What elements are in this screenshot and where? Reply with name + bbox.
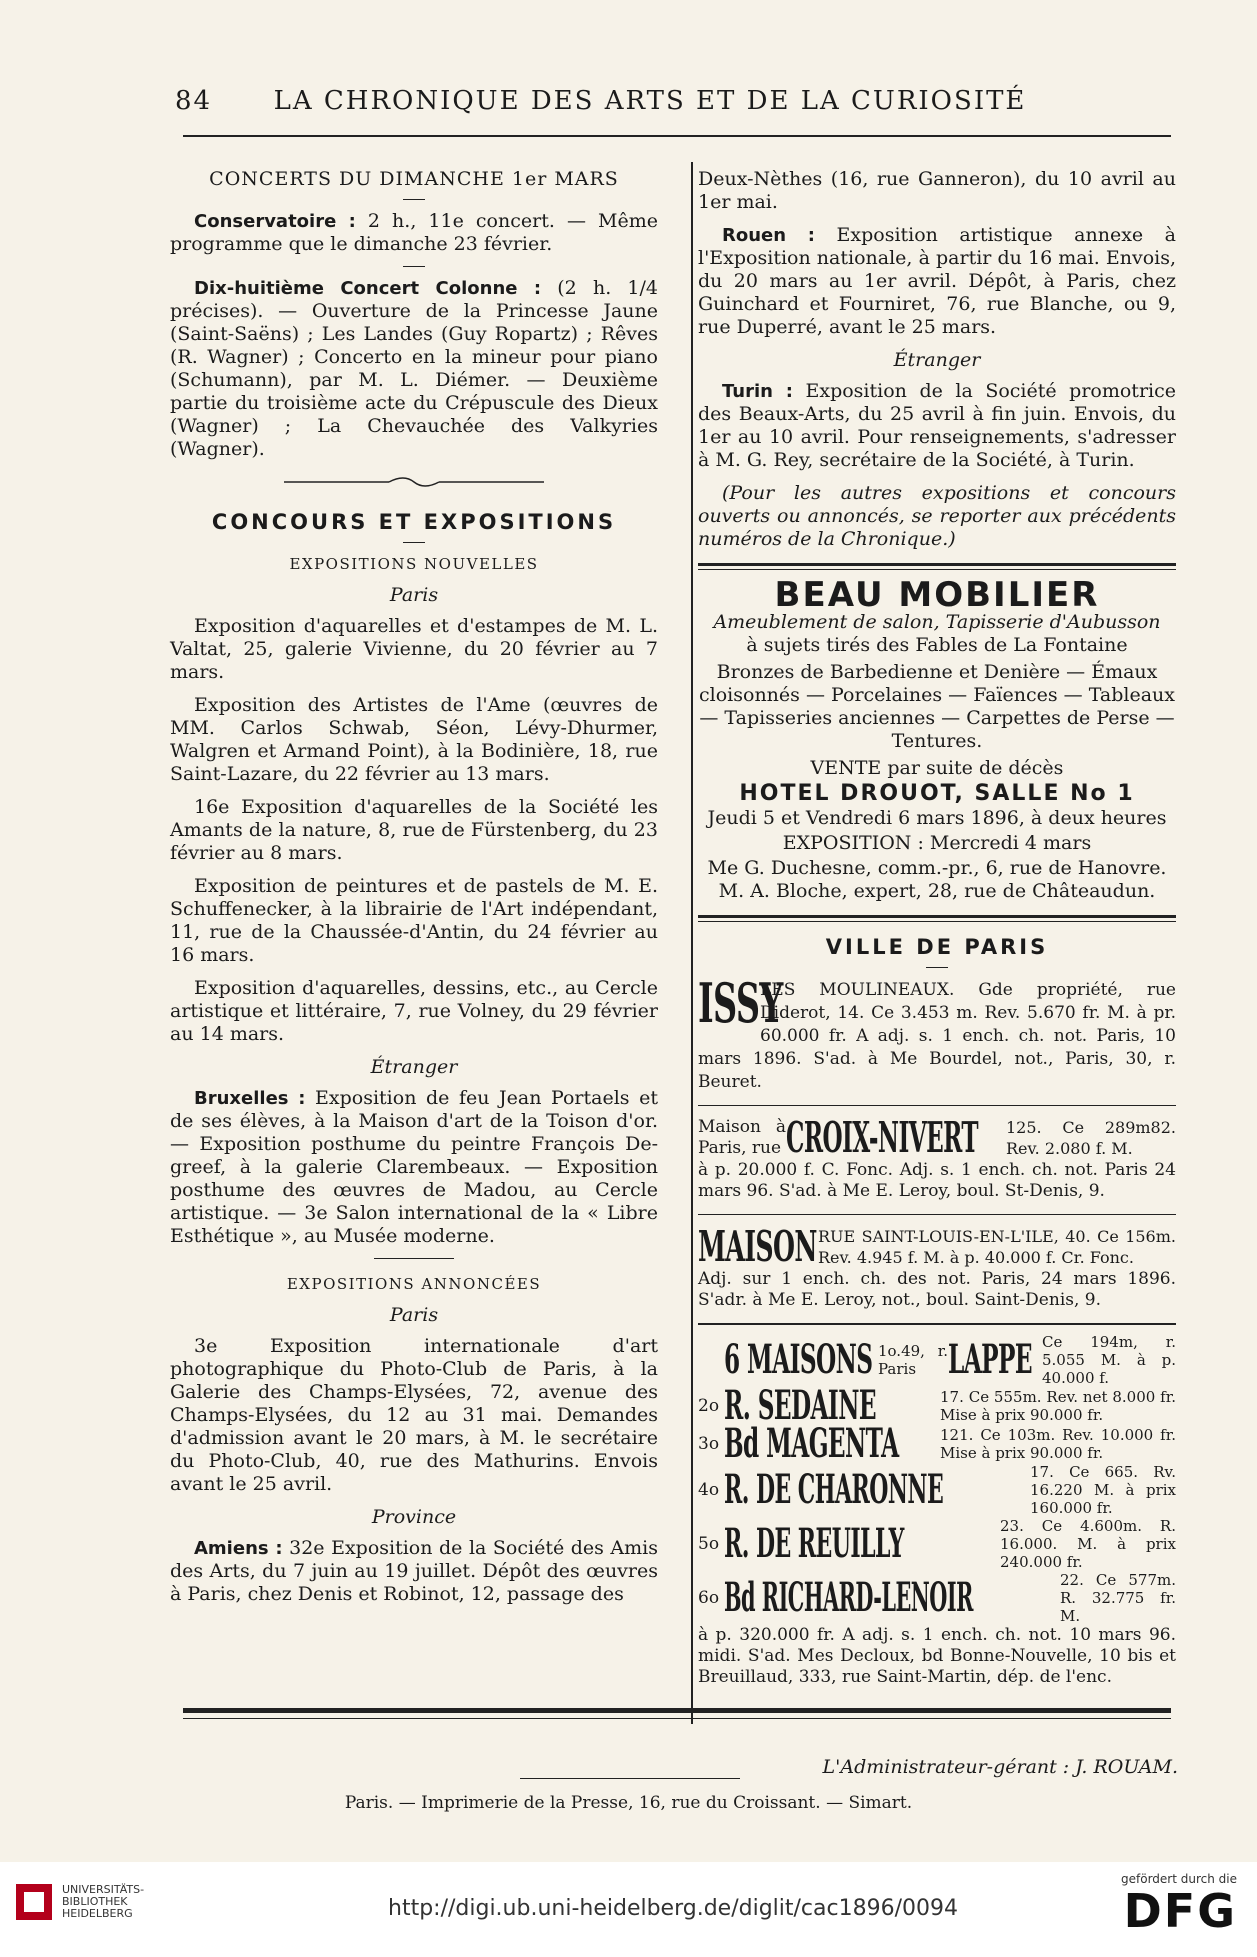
lots-text: à p. 320.000 fr. A adj. s. 1 ench. ch. not. 10 mars 96. midi. S'ad. Mes Decloux, bd Bonne-Nouvelle, 10 bis et Breuillaud, 333, rue Saint-Martin, dép. de l'enc.	[698, 1625, 1176, 1687]
imprint-rule	[520, 1778, 740, 1779]
beau-mobilier-list: Bronzes de Barbedienne et Denière — Émaux cloisonnés — Porcelaines — Faïences — Tableaux — Tapisseries anciennes — Carpettes de Perse — Tentures.	[699, 661, 1175, 752]
ad-croix-nivert: Maison à Paris, rue CROIX-NIVERT 125. Ce 289m82. Rev. 2.080 f. M. à p. 20.000 f. C. Fonc. Adj. s. 1 ench. ch. not. Paris 24 mars 96. S'ad. à Me E. Leroy, boul. St-Denis, 9.	[698, 1113, 1176, 1201]
colonne-entry: Dix-huitième Concert Colonne : (2 h. 1/4 précises). — Ouverture de la Princesse Jaune (Saint-Saëns) ; Les Landes (Guy Ropartz) ; Rêves (R. Wagner) ; Concerto en la mineur pour piano (Schumann), par M. L. Diémer. — Deuxième partie du troisième acte du Crépuscule des Dieux (Wagner) ; La Chevauchée des Valkyries (Wagner).	[170, 277, 658, 460]
seal-icon	[14, 1882, 54, 1922]
left-column	[170, 168, 658, 1616]
header-rule	[183, 135, 1171, 137]
annoncees-subheading: EXPOSITIONS ANNONCÉES	[286, 1275, 542, 1293]
bruxelles-entry: Bruxelles : Exposition de feu Jean Portaels et de ses élèves, à la Maison d'art de la Toison d'or. — Exposition posthume du peintre François De-greef, à la galerie Clarembeaux. — Exposition posthume des œuvres de Madou, au Cercle artistique. — 3e Salon international de la « Libre Esthétique », au Musée moderne.	[170, 1087, 658, 1247]
beau-mobilier-subtitle-2: à sujets tirés des Fables de La Fontaine	[746, 634, 1128, 656]
expo-amants-nature: 16e Exposition d'aquarelles de la Société les Amants de la nature, 8, rue de Fürstenberg, du 23 février au 8 mars.	[170, 796, 658, 864]
source-url[interactable]: http://digi.ub.uni-heidelberg.de/diglit/cac1896/0094	[388, 1896, 958, 1921]
divider	[403, 542, 425, 543]
nouvelles-subheading: EXPOSITIONS NOUVELLES	[289, 555, 539, 573]
beau-mobilier-dates: Jeudi 5 et Vendredi 6 mars 1896, à deux heures	[707, 807, 1167, 829]
ad-lots	[698, 1333, 1176, 1688]
expo-artistes-ame: Exposition des Artistes de l'Ame (œuvres de MM. Carlos Schwab, Séon, Lévy-Dhurmer, Walgren et Armand Point), à la Bodinière, 18, rue Saint-Lazare, du 22 février au 13 mars.	[170, 694, 658, 785]
right-column	[698, 168, 1176, 1688]
ad-rule	[698, 1105, 1176, 1106]
etranger-subheading: Étranger	[370, 1056, 458, 1078]
ad-rule	[698, 1214, 1176, 1215]
expo-photo-club: 3e Exposition internationale d'art photographique du Photo-Club de Paris, à la Galerie des Champs-Elysées, 72, avenue des Champs-Elysées, du 12 au 31 mai. Demandes d'admission avant le 20 mars, à M. le secrétaire du Photo-Club, 40, rue des Mathurins. Envois avant le 25 avril.	[170, 1335, 658, 1495]
beau-mobilier-title: BEAU MOBILIER	[774, 575, 1100, 615]
lot-row: 2o R. SEDAINE 17. Ce 555m. Rev. net 8.000 fr. Mise à prix 90.000 fr.	[698, 1382, 1176, 1429]
ad-rule	[698, 915, 1176, 922]
paris-subheading: Paris	[389, 584, 439, 606]
rouen-entry: Rouen : Exposition artistique annexe à l'Exposition nationale, à partir du 16 mai. Envois, du 20 mars au 1er avril. Dépôt, à Paris, chez Guinchard et Fourniret, 76, rue Blanche, ou 9, rue Duperré, avant le 25 mars.	[698, 224, 1176, 338]
paris-subheading-2: Paris	[389, 1304, 439, 1326]
divider	[926, 967, 948, 968]
turin-entry: Turin : Exposition de la Société promotrice des Beaux-Arts, du 25 avril à fin juin. Envois, du 1er au 10 avril. Pour renseignements, s'adresser à M. G. Rey, secrétaire de la Société, à Turin.	[698, 380, 1176, 471]
journal-title: LA CHRONIQUE DES ARTS ET DE LA CURIOSITÉ	[273, 86, 1027, 116]
expo-schuffenecker: Exposition de peintures et de pastels de M. E. Schuffenecker, à la librairie de l'Art indépendant, 11, rue de la Chaussée-d'Antin, du 24 février au 16 mars.	[170, 875, 658, 966]
expo-cercle-artistique: Exposition d'aquarelles, dessins, etc., au Cercle artistique et littéraire, 7, rue Volney, du 29 février au 14 mars.	[170, 977, 658, 1045]
beau-mobilier-hotel: HOTEL DROUOT, SALLE No 1	[739, 781, 1135, 806]
lot-row: 3o Bd MAGENTA 121. Ce 103m. Rev. 10.000 fr. Mise à prix 90.000 fr.	[698, 1420, 1176, 1467]
divider	[403, 266, 425, 267]
ville-heading: VILLE DE PARIS	[825, 935, 1049, 959]
province-subheading: Province	[371, 1506, 457, 1528]
lot-row: 4o R. DE CHARONNE 17. Ce 665. Rv. 16.220 M. à prix 160.000 fr.	[698, 1463, 1176, 1517]
signature: L'Administrateur-gérant : J. ROUAM.	[822, 1756, 1178, 1778]
beau-mobilier-subtitle: Ameublement de salon, Tapisserie d'Aubusson	[713, 611, 1161, 633]
lot-row: 6 MAISONS 1o.49, r. Paris LAPPE Ce 194m, r. 5.055 M. à p. 40.000 f.	[724, 1333, 1176, 1387]
dfg-logo: gefördert durch die DFG	[1121, 1872, 1237, 1938]
editorial-note: (Pour les autres expositions et concours ouverts ou annoncés, se reporter aux précédents numéros de la Chronique.)	[698, 482, 1176, 550]
ad-issy: ISSY LES MOULINEAUX. Gde propriété, rue Diderot, 14. Ce 3.453 m. Rev. 5.670 fr. M. à pr. 60.000 fr. A adj. s. 1 ench. ch. not. Paris, 10 mars 1896. S'ad. à Me Bourdel, not., Paris, 30, r. Beuret.	[698, 971, 1176, 1092]
beau-mobilier-vente: VENTE par suite de décès	[810, 757, 1064, 779]
ad-maison-saint-louis: MAISON RUE SAINT-LOUIS-EN-L'ILE, 40. Ce 156m. Rev. 4.945 f. M. à p. 40.000 f. Cr. Fonc. Adj. sur 1 ench. ch. des not. Paris, 24 mars 1896. S'adr. à Me E. Leroy, not., boul. Saint-Denis, 9.	[698, 1222, 1176, 1310]
lot-row: 5o R. DE REUILLY 23. Ce 4.600m. R. 16.000. M. à prix 240.000 fr.	[698, 1517, 1176, 1571]
concerts-heading: CONCERTS DU DIMANCHE 1er MARS	[209, 168, 619, 190]
university-logo: UNIVERSITÄTS- BIBLIOTHEK HEIDELBERG	[14, 1882, 144, 1922]
digitization-bar	[0, 1862, 1257, 1957]
ornament-divider	[284, 475, 544, 489]
amiens-continuation: Deux-Nèthes (16, rue Ganneron), du 10 avril au 1er mai.	[698, 168, 1176, 213]
page-number: 84	[175, 86, 213, 116]
bottom-rule-thin	[183, 1718, 1171, 1719]
concours-heading: CONCOURS ET EXPOSITIONS	[211, 510, 617, 534]
conservatoire-entry: Conservatoire : 2 h., 11e concert. — Même programme que le dimanche 23 février.	[170, 210, 658, 255]
bottom-rule	[183, 1708, 1171, 1713]
column-divider	[691, 162, 693, 1724]
beau-mobilier-contact-1: Me G. Duchesne, comm.-pr., 6, rue de Hanovre.	[707, 857, 1167, 879]
etranger-subheading-2: Étranger	[893, 349, 981, 371]
beau-mobilier-expo: EXPOSITION : Mercredi 4 mars	[782, 832, 1092, 854]
running-header	[175, 86, 1065, 116]
beau-mobilier-contact-2: M. A. Bloche, expert, 28, rue de Châteaudun.	[718, 880, 1156, 902]
ad-rule	[698, 563, 1176, 570]
ad-rule	[698, 1323, 1176, 1325]
imprint: Paris. — Imprimerie de la Presse, 16, rue du Croissant. — Simart.	[344, 1793, 913, 1813]
lot-row: 6o Bd RICHARD-LENOIR 22. Ce 577m. R. 32.775 fr. M.	[698, 1571, 1176, 1625]
divider	[403, 199, 425, 200]
amiens-entry: Amiens : 32e Exposition de la Société des Amis des Arts, du 7 juin au 19 juillet. Dépôt des œuvres à Paris, chez Denis et Robinot, 12, passage des	[170, 1537, 658, 1605]
divider	[374, 1258, 454, 1259]
expo-valtat: Exposition d'aquarelles et d'estampes de M. L. Valtat, 25, galerie Vivienne, du 20 février au 7 mars.	[170, 615, 658, 683]
